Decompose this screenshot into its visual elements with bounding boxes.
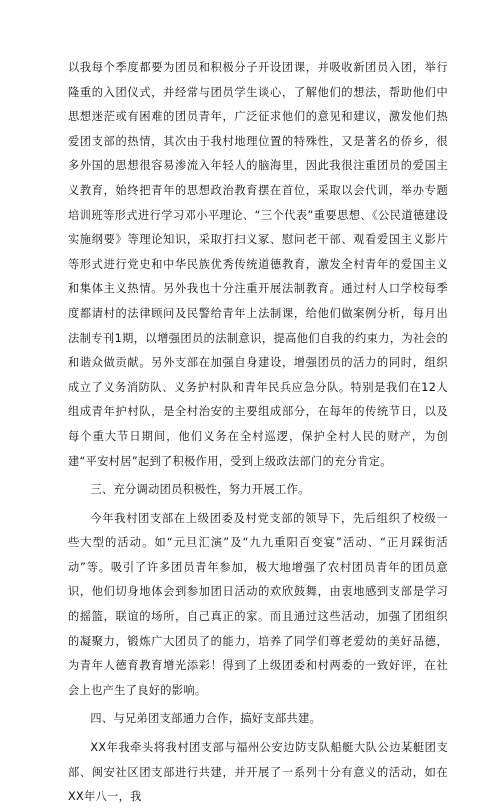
body-paragraph-3: XX年我牵头将我村团支部与福州公安边防支队船艇大队公边某艇团支部、闽安社区团支部进行共建，并开展了一系列十分有意义的活动，如在XX年八一，我 [68,741,448,804]
section-heading-3: 三、充分调动团员积极性，努力开展工作。 [90,483,310,497]
body-paragraph-2: 今年我村团支部在上级团委及村党支部的领导下，先后组织了校级一些大型的活动。如“元旦汇演”及“九九重阳百变宴”活动、“正月踩街活动”等。吸引了许多团员青年参加，极大地增强了农村团员青年的团员意识，他们切身地体会到参加团日活动的欢欣鼓舞，由衷地感到支部是学习的摇篮，联谊的场所，自己真正的家。而且通过这些活动，加强了团组织的凝聚力，锻炼广大团员了的能力，培养了同学们尊老爱幼的美好品德，为青年人德育教育增光添彩！得到了上级团委和村两委的一致好评，在社会上也产生了良好的影响。 [68,511,448,697]
body-paragraph-1: 以我每个季度都要为团员和积极分子开设团课，并吸收新团员入团，举行隆重的入团仪式，并经常与团员学生谈心，了解他们的想法，帮助他们中思想迷茫或有困难的团员青年，广泛征求他们的意见和建议，激发他们热爱团支部的热情，其次由于我村地理位置的特殊性，又是著名的侨乡，很多外国的思想很容易渗流入年轻人的脑海里，因此我很注重团员的爱国主义教育，始终把青年的思想政治教育摆在首位，采取以会代训，举办专题培训班等形式进行学习邓小平理论、“三个代表”重要思想、《公民道德建设实施纲要》等理论知识，采取打扫义冢、慰问老干部、观看爱国主义影片等形式进行党史和中华民族优秀传统道德教育，激发全村青年的爱国主义和集体主义热情。另外我也十分注重开展法制教育。通过村人口学校每季度都请村的法律顾问及民警给青年上法制课，给他们做案例分析，每月出法制专刊1期，以增强团员的法制意识，提高他们自我的约束力，为社会的和谐众做贡献。另外支部在加强自身建设，增强团员的活力的同时，组织成立了义务消防队、义务护村队和青年民兵应急分队。特别是我们在12人组成青年护村队，是全村治安的主要组成部分，在每年的传统节日，以及每个重大节日期间，他们义务在全村巡逻，保护全村人民的财产，为创建“平安村居”起到了积极作用，受到上级政法部门的充分肯定。 [68,61,448,468]
section-heading-4: 四、与兄弟团支部通力合作，搞好支部共建。 [90,712,322,726]
